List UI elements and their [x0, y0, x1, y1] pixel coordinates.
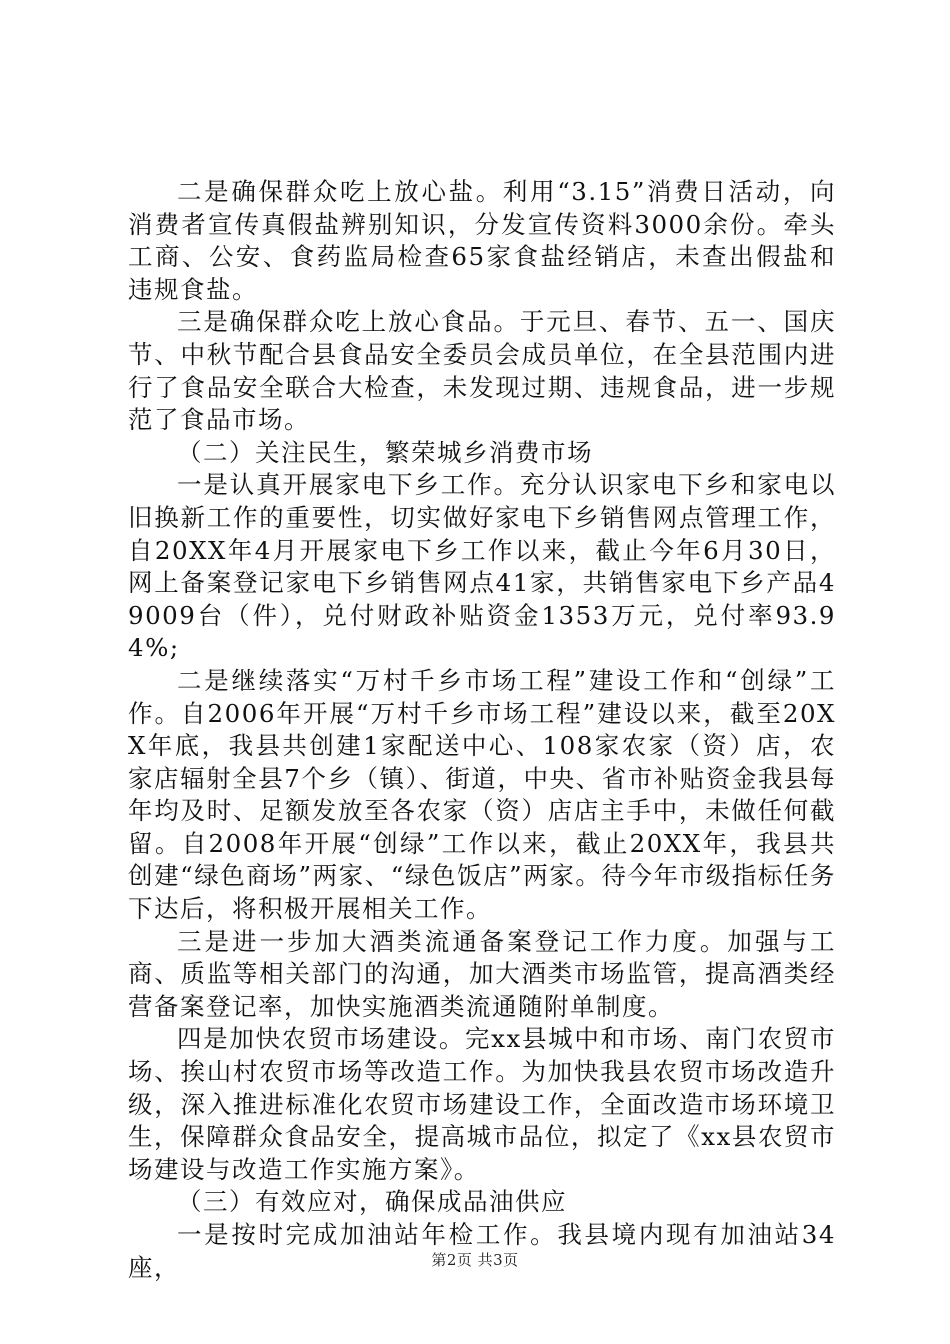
paragraph-liquor-registration: 三是进一步加大酒类流通备案登记工作力度。加强与工商、质监等相关部门的沟通，加大酒类市场监管，提高酒类经营备案登记率，加快实施酒类流通随附单制度。: [128, 926, 836, 1021]
paragraph-food-safety: 三是确保群众吃上放心食品。于元旦、春节、五一、国庆节、中秋节配合县食品安全委员会成员单位，在全县范围内进行了食品安全联合大检查，未发现过期、违规食品，进一步规范了食品市场。: [128, 307, 836, 435]
page-footer: 第2页 共3页: [431, 1251, 519, 1269]
paragraph-rural-market-project: 二是继续落实“万村千乡市场工程”建设工作和“创绿”工作。自2006年开展“万村千乡市场工程”建设以来，截至20XX年底，我县共创建1家配送中心、108家农家（资）店，农家店辐射全县7个乡（镇）、街道，中央、省市补贴资金我县每年均及时、足额发放至各农家（资）店店主手中，未做任何截留。自2008年开展“创绿”工作以来，截止20XX年，我县共创建“绿色商场”两家、“绿色饭店”两家。待今年市级指标任务下达后，将积极开展相关工作。: [128, 665, 836, 924]
paragraph-salt-safety: 二是确保群众吃上放心盐。利用“3.15”消费日活动，向消费者宣传真假盐辨别知识，分发宣传资料3000余份。牵头工商、公安、食药监局检查65家食盐经销店，未查出假盐和违规食盐。: [128, 177, 836, 304]
paragraph-farmers-market: 四是加快农贸市场建设。完xx县城中和市场、南门农贸市场、挨山村农贸市场等改造工作。为加快我县农贸市场改造升级，深入推进标准化农贸市场建设工作，全面改造市场环境卫生，保障群众食品安全，提高城市品位，拟定了《xx县农贸市场建设与改造工作实施方案》。: [128, 1024, 836, 1184]
paragraph-appliances-to-countryside: 一是认真开展家电下乡工作。充分认识家电下乡和家电以旧换新工作的重要性，切实做好家电下乡销售网点管理工作，自20XX年4月开展家电下乡工作以来，截止今年6月30日，网上备案登记家电下乡销售网点41家，共销售家电下乡产品49009台（件），兑付财政补贴资金1353万元，兑付率93.94%;: [128, 470, 836, 663]
paragraph-gas-station-inspection: 一是按时完成加油站年检工作。我县境内现有加油站34座，: [128, 1220, 836, 1282]
document-body: [128, 176, 836, 1284]
section-heading-consumer-market: （二）关注民生，繁荣城乡消费市场: [177, 437, 593, 467]
section-heading-oil-supply: （三）有效应对，确保成品油供应: [177, 1187, 567, 1217]
